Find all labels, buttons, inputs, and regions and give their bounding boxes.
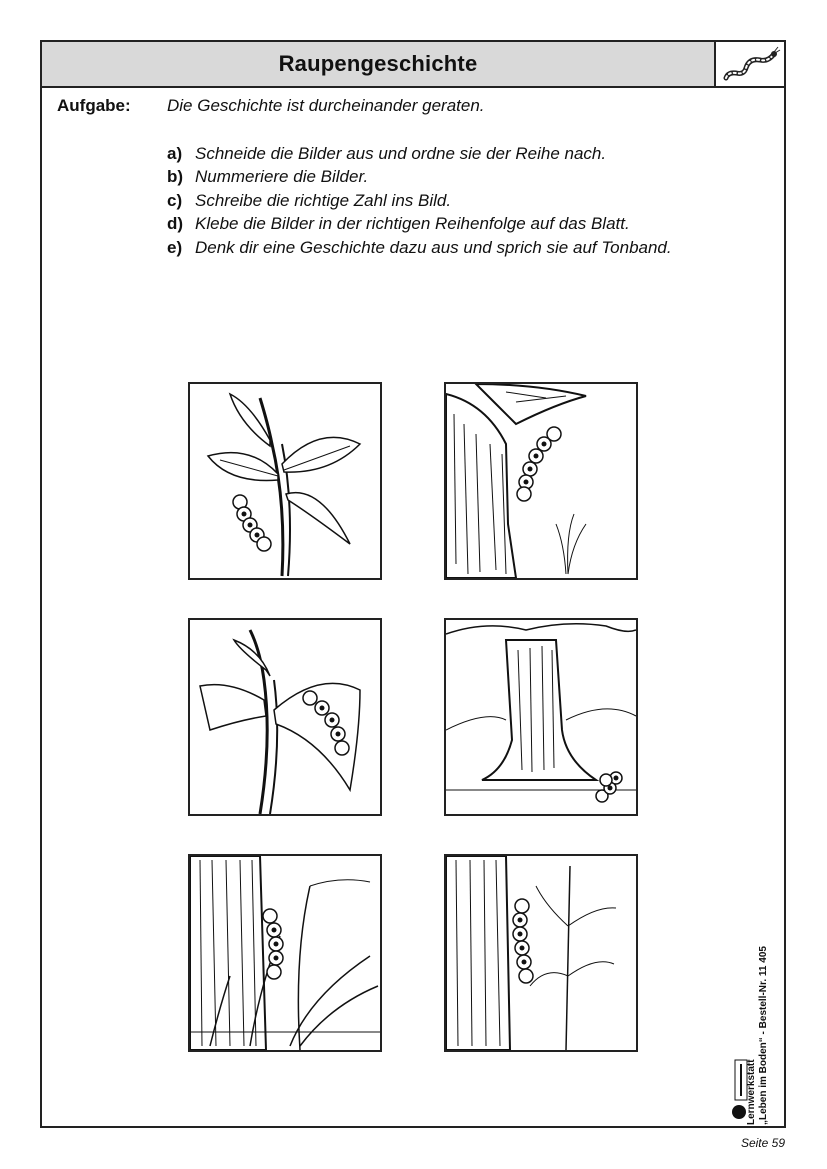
task-step: d) Klebe die Bilder in der richtigen Reihenfolge auf das Blatt. xyxy=(167,214,630,233)
task-steps xyxy=(167,142,715,260)
caterpillar-in-grass-icon xyxy=(188,854,382,1052)
task-step: e) Denk dir eine Geschichte dazu aus und sprich sie auf Tonband. xyxy=(167,237,672,257)
task-block xyxy=(57,94,715,259)
page-number: Seite 59 xyxy=(740,1136,785,1150)
task-step: b) Nummeriere die Bilder. xyxy=(167,167,369,186)
task-intro: Die Geschichte ist durcheinander geraten. xyxy=(167,96,485,115)
task-label: Aufgabe: xyxy=(57,96,131,115)
caterpillar-on-leaf-icon xyxy=(188,618,382,816)
order-number: „Leben im Boden“ - Bestell-Nr. 11 405 xyxy=(758,946,769,1125)
task-step: a) Schneide die Bilder aus und ordne sie der Reihe nach. xyxy=(167,143,607,163)
title-bar xyxy=(42,42,716,88)
caterpillar-on-tree-trunk-icon xyxy=(444,382,638,580)
task-step: c) Schreibe die richtige Zahl ins Bild. xyxy=(167,190,452,210)
caterpillar-icon xyxy=(716,42,784,88)
caterpillar-on-branch-icon xyxy=(188,382,382,580)
kohl-verlag-logo-icon xyxy=(729,1050,755,1122)
caterpillar-at-tree-base-icon xyxy=(444,618,638,816)
series-title: Lernwerkstatt xyxy=(746,1059,757,1125)
caterpillar-near-plant-icon xyxy=(444,854,638,1052)
page-title: Raupengeschichte xyxy=(278,51,478,76)
